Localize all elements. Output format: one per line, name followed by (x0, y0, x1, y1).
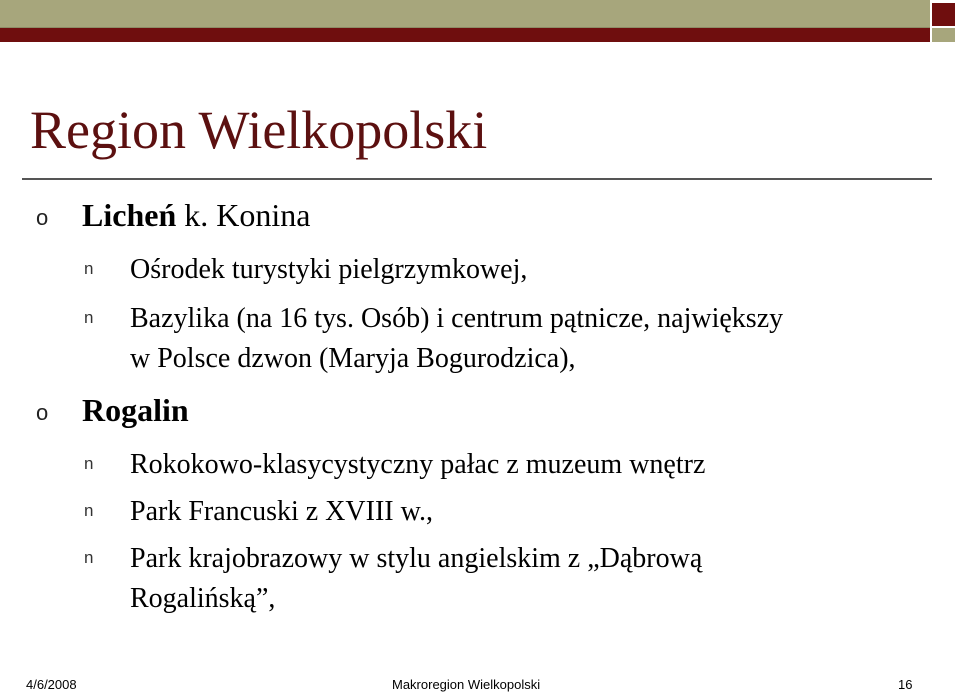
list-item-line: w Polsce dzwon (Maryja Bogurodzica), (130, 343, 576, 374)
corner-square-maroon (932, 3, 955, 26)
header-bar-maroon (0, 28, 930, 42)
list-item-line: Bazylika (na 16 tys. Osób) i centrum pątnicze, największy (130, 303, 784, 334)
bullet-level2-icon: n (84, 454, 94, 473)
section-heading-rest: k. Konina (176, 197, 311, 233)
slide-title: Region Wielkopolski (30, 100, 488, 160)
list-item (130, 492, 433, 532)
header-bar-olive (0, 0, 930, 28)
corner-square-olive (932, 28, 955, 42)
bullet-level2-icon: n (84, 548, 94, 567)
list-item-line: Rogalińską”, (130, 583, 276, 614)
bullet-level1-icon: o (36, 400, 49, 425)
section-heading-bold: Licheń (82, 197, 177, 233)
footer-title: Makroregion Wielkopolski (392, 677, 541, 692)
footer-page-number: 16 (898, 677, 913, 692)
list-item-line: Rokokowo-klasycystyczny pałac z muzeum wnętrz (130, 449, 706, 480)
section-heading-lichen (82, 196, 310, 234)
bullet-level2-icon: n (84, 308, 94, 327)
list-item (130, 299, 783, 379)
footer-date: 4/6/2008 (26, 677, 77, 692)
list-item-line: Park krajobrazowy w stylu angielskim z „Dąbrową (130, 543, 703, 574)
section-heading-rogalin (82, 391, 189, 429)
bullet-level1-icon: o (36, 205, 49, 230)
list-item-line: Ośrodek turystyki pielgrzymkowej, (130, 254, 528, 285)
list-item (130, 539, 702, 619)
list-item-line: Park Francuski z XVIII w., (130, 496, 433, 527)
bullet-level2-icon: n (84, 259, 94, 278)
title-divider (22, 178, 932, 180)
section-heading-bold: Rogalin (82, 392, 189, 428)
bullet-level2-icon: n (84, 501, 94, 520)
list-item (130, 250, 527, 290)
list-item (130, 445, 705, 485)
